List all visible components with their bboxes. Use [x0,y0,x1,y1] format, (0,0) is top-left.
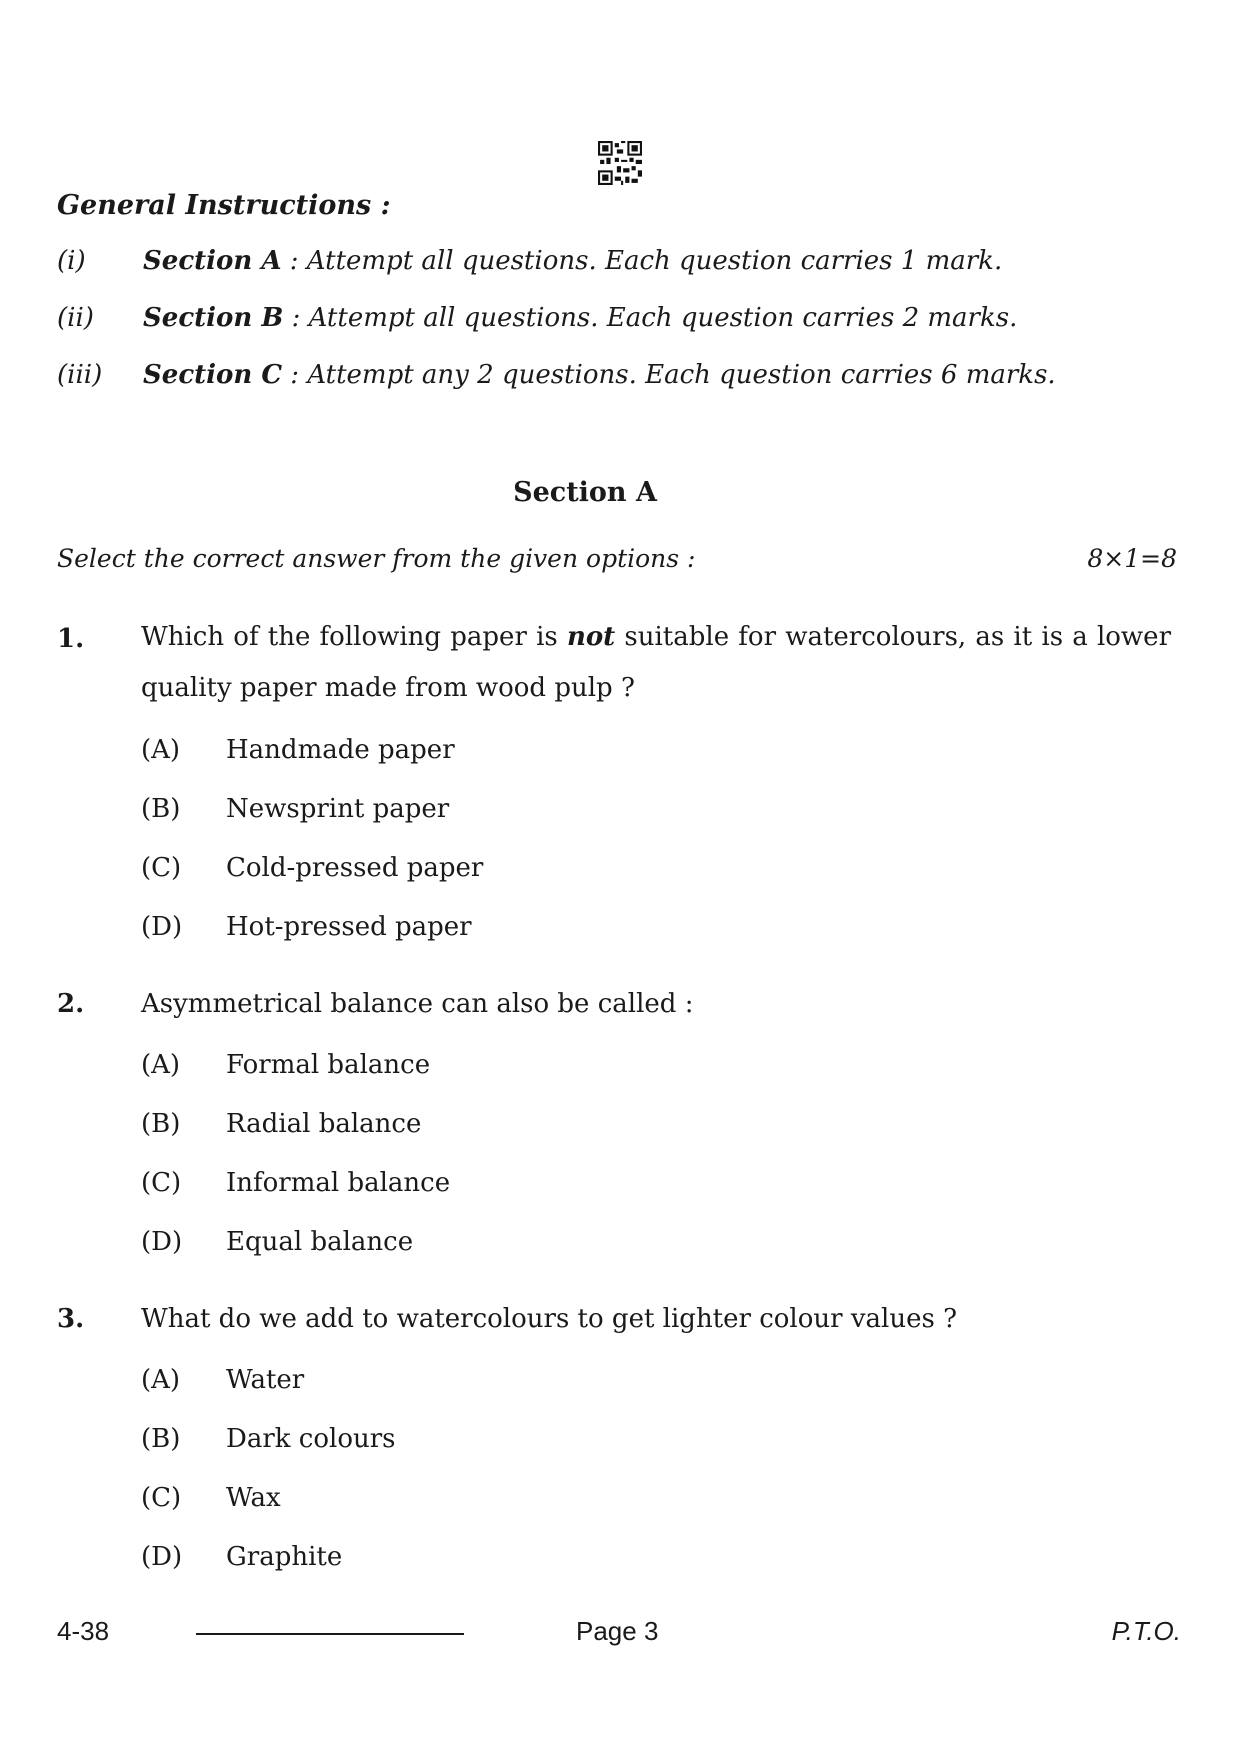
option-label: (B) [141,1109,181,1139]
option-text: Equal balance [226,1227,414,1257]
option-label: (D) [141,1227,183,1257]
instruction-number: (i) [57,246,86,276]
option-text: Cold-pressed paper [226,853,484,883]
option-text: Wax [226,1483,281,1513]
question-number: 3. [57,1304,85,1334]
section-direction: Select the correct answer from the given options : [57,544,696,573]
general-instructions-heading: General Instructions : [57,190,391,221]
section-title: Section A [513,477,657,508]
instruction-text: Section C : Attempt any 2 questions. Each question carries 6 marks. [143,360,1056,390]
option-label: (A) [141,1365,181,1395]
paper-code: 4-38 [57,1616,110,1646]
option-label: (D) [141,1542,183,1572]
option-text: Water [226,1365,305,1395]
instruction-text: Section B : Attempt all questions. Each question carries 2 marks. [143,303,1018,333]
option-label: (B) [141,1424,181,1454]
option-label: (C) [141,1168,182,1198]
qr-code-icon [598,141,642,185]
question-number: 2. [57,989,85,1019]
option-label: (C) [141,853,182,883]
option-label: (B) [141,794,181,824]
page-number: Page 3 [576,1616,659,1646]
option-text: Graphite [226,1542,343,1572]
option-text: Handmade paper [226,735,455,765]
option-label: (A) [141,735,181,765]
footer-divider [196,1633,464,1635]
question-text: Asymmetrical balance can also be called : [141,989,694,1019]
option-text: Formal balance [226,1050,431,1080]
question-text: Which of the following paper is not suitable for watercolours, as it is a lower quality paper made from wood pulp ? [141,622,1171,703]
question-number: 1. [57,624,85,654]
instruction-text: Section A : Attempt all questions. Each question carries 1 mark. [143,246,1003,276]
option-text: Dark colours [226,1424,396,1454]
option-text: Hot-pressed paper [226,912,472,942]
option-label: (A) [141,1050,181,1080]
option-text: Newsprint paper [226,794,450,824]
option-text: Radial balance [226,1109,422,1139]
please-turn-over: P.T.O. [1111,1616,1181,1646]
option-label: (C) [141,1483,182,1513]
question-text: What do we add to watercolours to get lighter colour values ? [141,1304,958,1334]
instruction-number: (iii) [57,360,103,390]
option-label: (D) [141,912,183,942]
instruction-number: (ii) [57,303,94,333]
option-text: Informal balance [226,1168,451,1198]
section-marks: 8×1=8 [1087,544,1177,573]
